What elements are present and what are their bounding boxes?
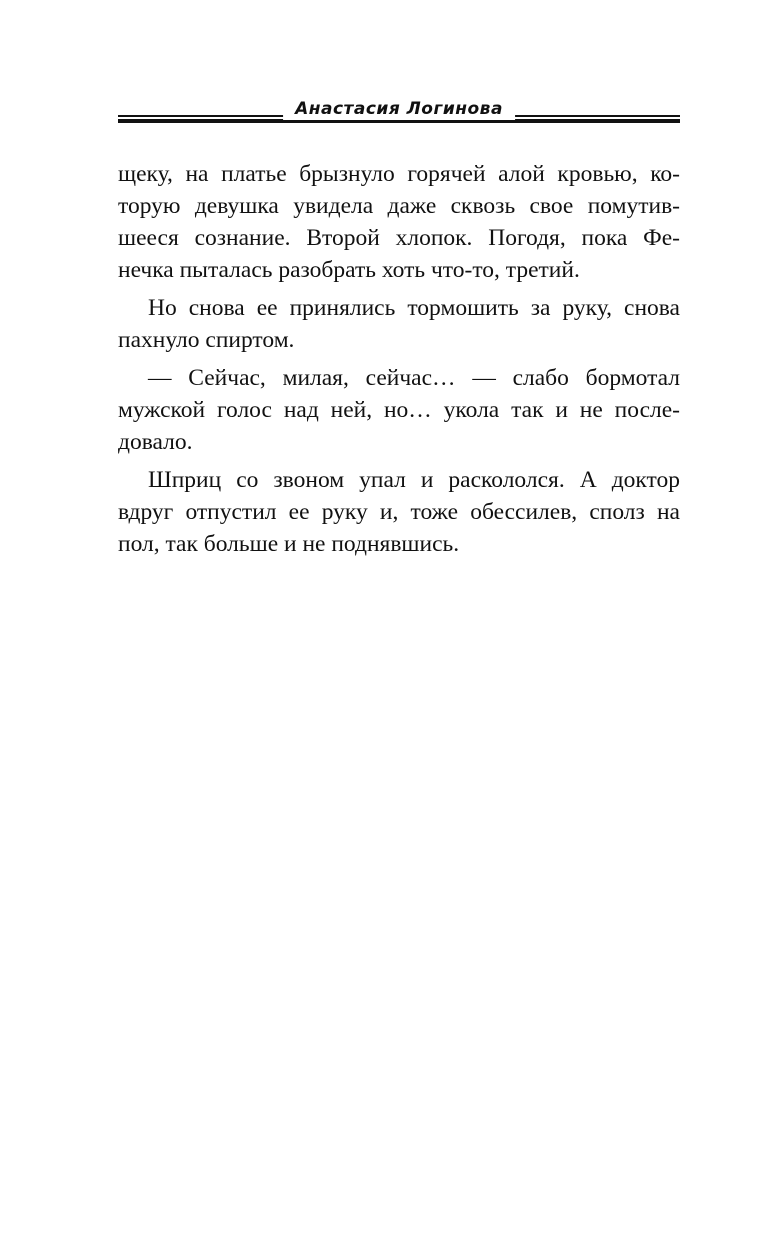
paragraph [118, 362, 680, 458]
text-line: довало. [118, 429, 193, 455]
text-line: пол, так больше и не поднявшись. [118, 531, 460, 557]
running-header [118, 98, 680, 128]
paragraph [118, 464, 680, 560]
body-text [118, 158, 680, 566]
text-line: Но снова ее принялись тормошить за руку, снова [148, 295, 680, 321]
text-line: торую девушка увидела даже сквозь свое помутив- [118, 193, 680, 219]
text-line: щеку, на платье брызнуло горячей алой кровью, ко- [118, 161, 680, 187]
text-line: мужской голос над ней, но… укола так и не после- [118, 397, 680, 423]
text-line: нечка пыталась разобрать хоть что-то, третий. [118, 257, 580, 283]
text-line: — Сейчас, милая, сейчас… — слабо бормотал [148, 365, 680, 391]
text-line: шееся сознание. Второй хлопок. Погодя, пока Фе- [118, 225, 680, 251]
author-name: Анастасия Логинова [283, 98, 515, 120]
paragraph [118, 158, 680, 286]
text-line: Шприц со звоном упал и раскололся. А доктор [148, 467, 680, 493]
text-line: вдруг отпустил ее руку и, тоже обессилев, сполз на [118, 499, 680, 525]
text-line: пахнуло спиртом. [118, 327, 295, 353]
paragraph [118, 292, 680, 356]
